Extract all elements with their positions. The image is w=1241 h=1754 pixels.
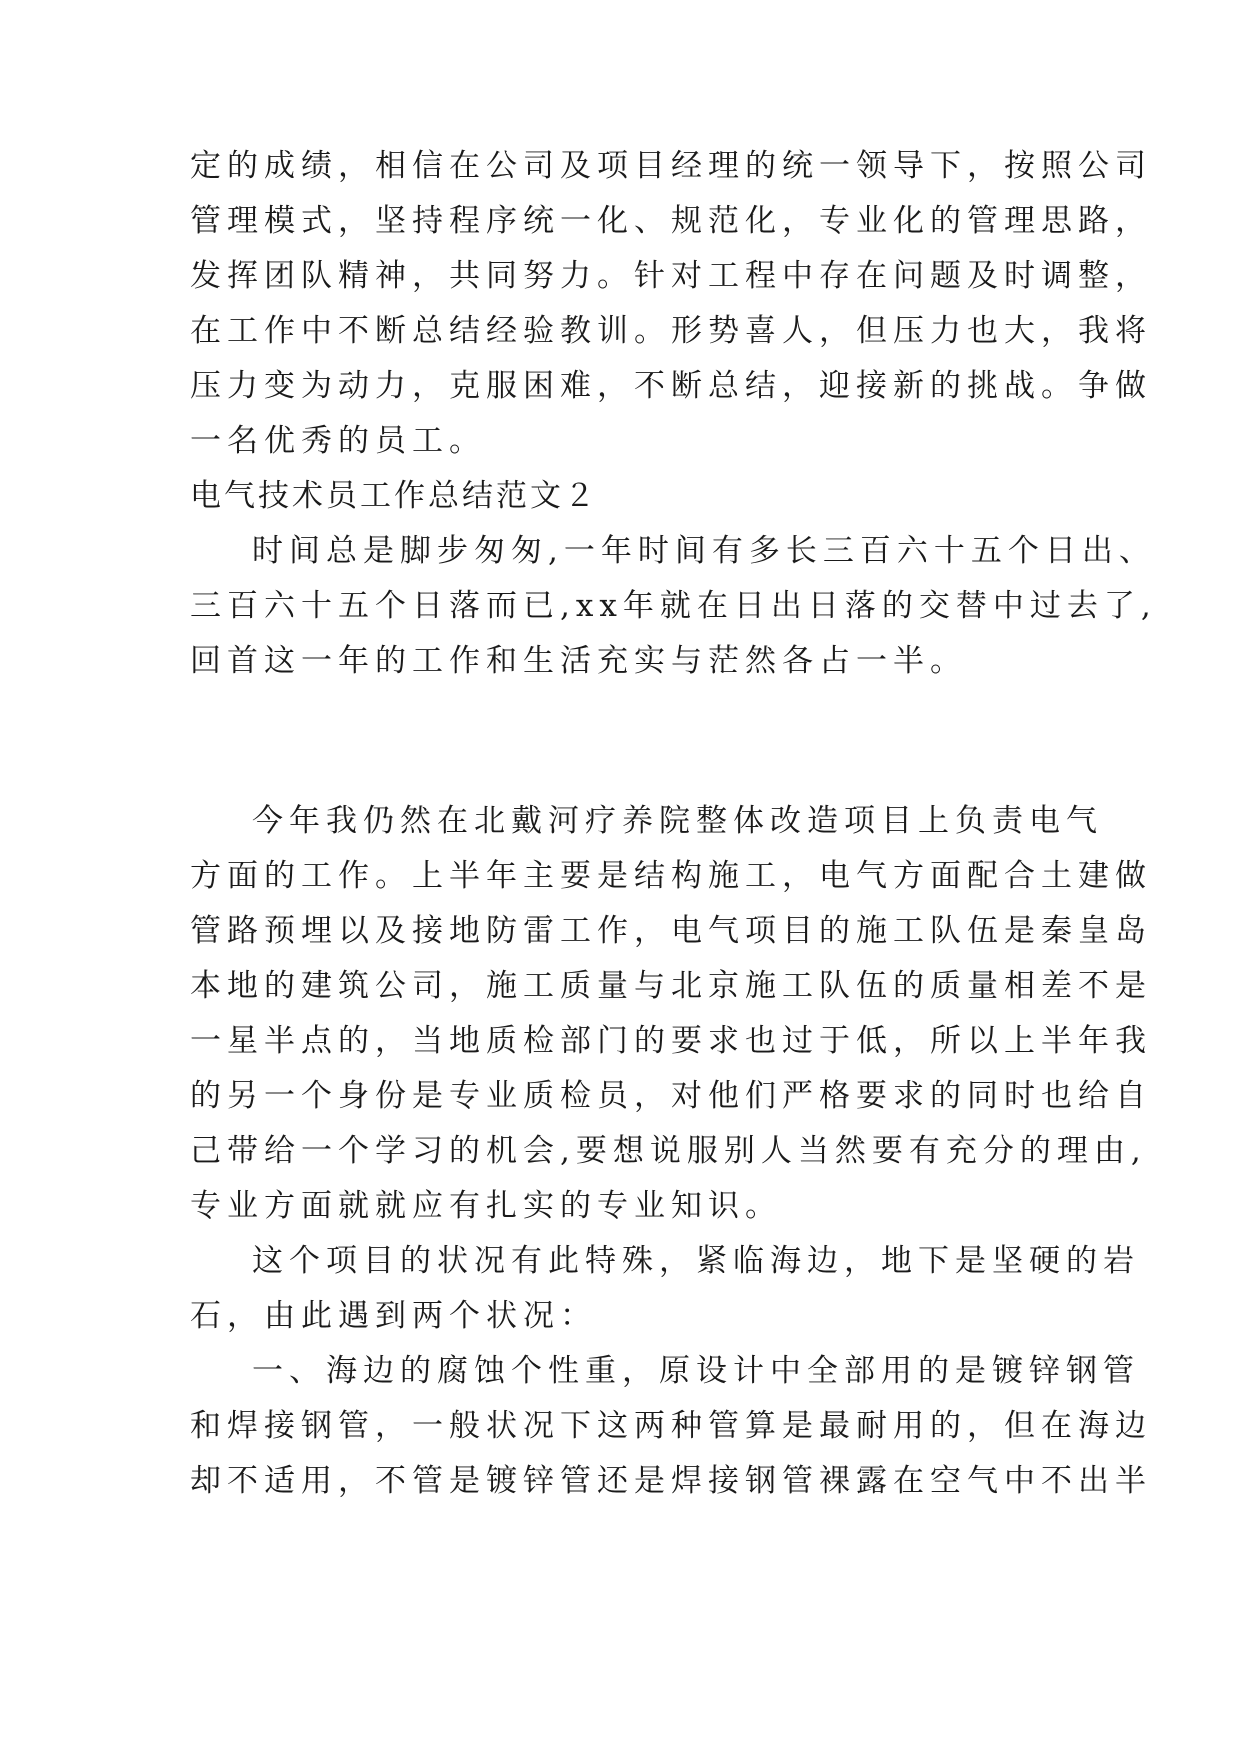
- paragraph-line: 一、海边的腐蚀个性重，原设计中全部用的是镀锌钢管: [252, 1353, 1140, 1389]
- paragraph-line: 本地的建筑公司，施工质量与北京施工队伍的质量相差不是: [190, 968, 1152, 1004]
- paragraph-line: 和焊接钢管，一般状况下这两种管算是最耐用的，但在海边: [190, 1408, 1152, 1444]
- paragraph-line: 方面的工作。上半年主要是结构施工，电气方面配合土建做: [190, 858, 1152, 894]
- paragraph-line: 这个项目的状况有此特殊，紧临海边，地下是坚硬的岩: [252, 1243, 1140, 1279]
- paragraph-line: 今年我仍然在北戴河疗养院整体改造项目上负责电气: [252, 803, 1103, 839]
- paragraph-line: 一星半点的，当地质检部门的要求也过于低，所以上半年我: [190, 1023, 1152, 1059]
- paragraph-line: 时间总是脚步匆匆,一年时间有多长三百六十五个日出、: [252, 533, 1156, 569]
- paragraph-line: 的另一个身份是专业质检员，对他们严格要求的同时也给自: [190, 1078, 1152, 1114]
- section-heading: 电气技术员工作总结范文２: [190, 478, 598, 514]
- paragraph-line: 在工作中不断总结经验教训。形势喜人，但压力也大，我将: [190, 313, 1152, 349]
- paragraph-line: 三百六十五个日落而已,xx年就在日出日落的交替中过去了,: [190, 588, 1157, 624]
- paragraph-line: 定的成绩，相信在公司及项目经理的统一领导下，按照公司: [190, 148, 1152, 184]
- paragraph-line: 发挥团队精神，共同努力。针对工程中存在问题及时调整，: [190, 258, 1152, 294]
- paragraph-line: 却不适用，不管是镀锌管还是焊接钢管裸露在空气中不出半: [190, 1463, 1152, 1499]
- paragraph-line: 压力变为动力，克服困难，不断总结，迎接新的挑战。争做: [190, 368, 1152, 404]
- paragraph-line: 己带给一个学习的机会,要想说服别人当然要有充分的理由,: [190, 1133, 1147, 1169]
- paragraph-line: 管理模式，坚持程序统一化、规范化，专业化的管理思路，: [190, 203, 1152, 239]
- paragraph-line: 回首这一年的工作和生活充实与茫然各占一半。: [190, 643, 967, 679]
- paragraph-line: 石，由此遇到两个状况：: [190, 1298, 597, 1334]
- paragraph-line: 专业方面就就应有扎实的专业知识。: [190, 1188, 782, 1224]
- paragraph-line: 一名优秀的员工。: [190, 423, 486, 459]
- paragraph-line: 管路预埋以及接地防雷工作，电气项目的施工队伍是秦皇岛: [190, 913, 1152, 949]
